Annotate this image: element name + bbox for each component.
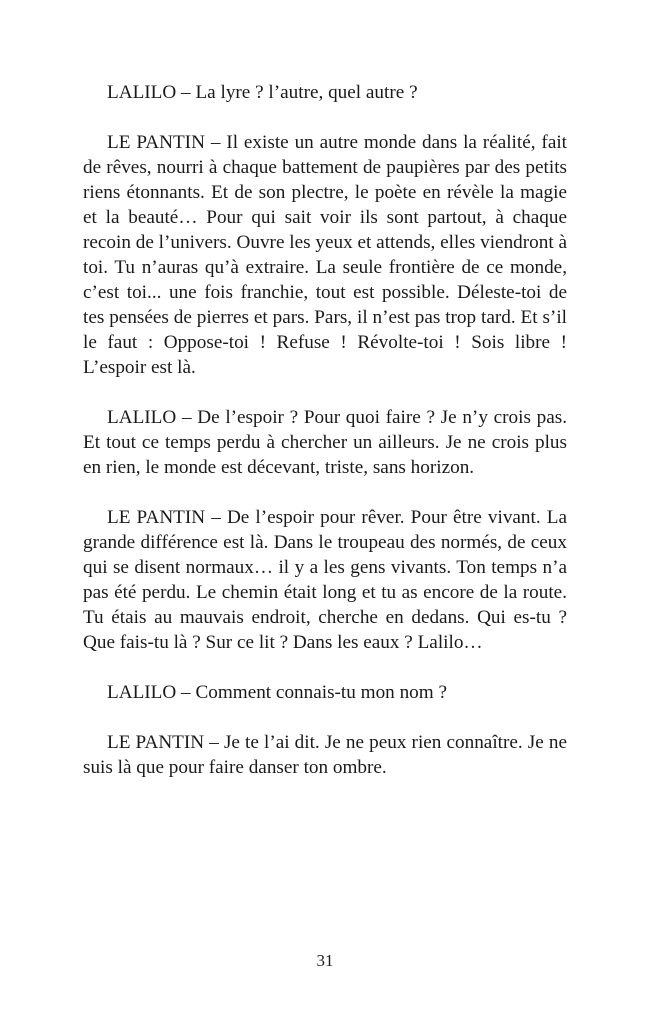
dialogue-paragraph: LE PANTIN – Je te l’ai dit. Je ne peux rien connaître. Je ne suis là que pour faire danser ton ombre. bbox=[83, 732, 567, 778]
dialogue-paragraph: LE PANTIN – De l’espoir pour rêver. Pour être vivant. La grande différence est là. Dans le troupeau des normés, de ceux qui se disent normaux… il y a les gens vivants. Ton temps n’a pas été perdu. Le chemin était long et tu as encore de la route. Tu étais au mauvais endroit, cherche en dedans. Qui es-tu ? Que fais-tu là ? Sur ce lit ? Dans les eaux ? Lalilo… bbox=[83, 507, 567, 653]
page-body bbox=[83, 80, 567, 805]
dialogue-paragraph: LE PANTIN – Il existe un autre monde dans la réalité, fait de rêves, nourri à chaque battement de paupières par des petits riens étonnants. Et de son plectre, le poète en révèle la magie et la beauté… Pour qui sait voir ils sont partout, à chaque recoin de l’univers. Ouvre les yeux et attends, elles viendront à toi. Tu n’auras qu’à extraire. La seule frontière de ce monde, c’est toi... une fois franchie, tout est possible. Déleste-toi de tes pensées de pierres et pars. Pars, il n’est pas trop tard. Et s’il le faut : Oppose-toi ! Refuse ! Révolte-toi ! Sois libre ! L’espoir est là. bbox=[83, 132, 567, 378]
dialogue-paragraph: LALILO – La lyre ? l’autre, quel autre ? bbox=[107, 82, 418, 103]
dialogue-paragraph: LALILO – De l’espoir ? Pour quoi faire ? Je n’y crois pas. Et tout ce temps perdu à chercher un ailleurs. Je ne crois plus en rien, le monde est décevant, triste, sans horizon. bbox=[83, 407, 567, 478]
dialogue-paragraph: LALILO – Comment connais-tu mon nom ? bbox=[107, 682, 447, 703]
page-number: 31 bbox=[316, 951, 334, 970]
